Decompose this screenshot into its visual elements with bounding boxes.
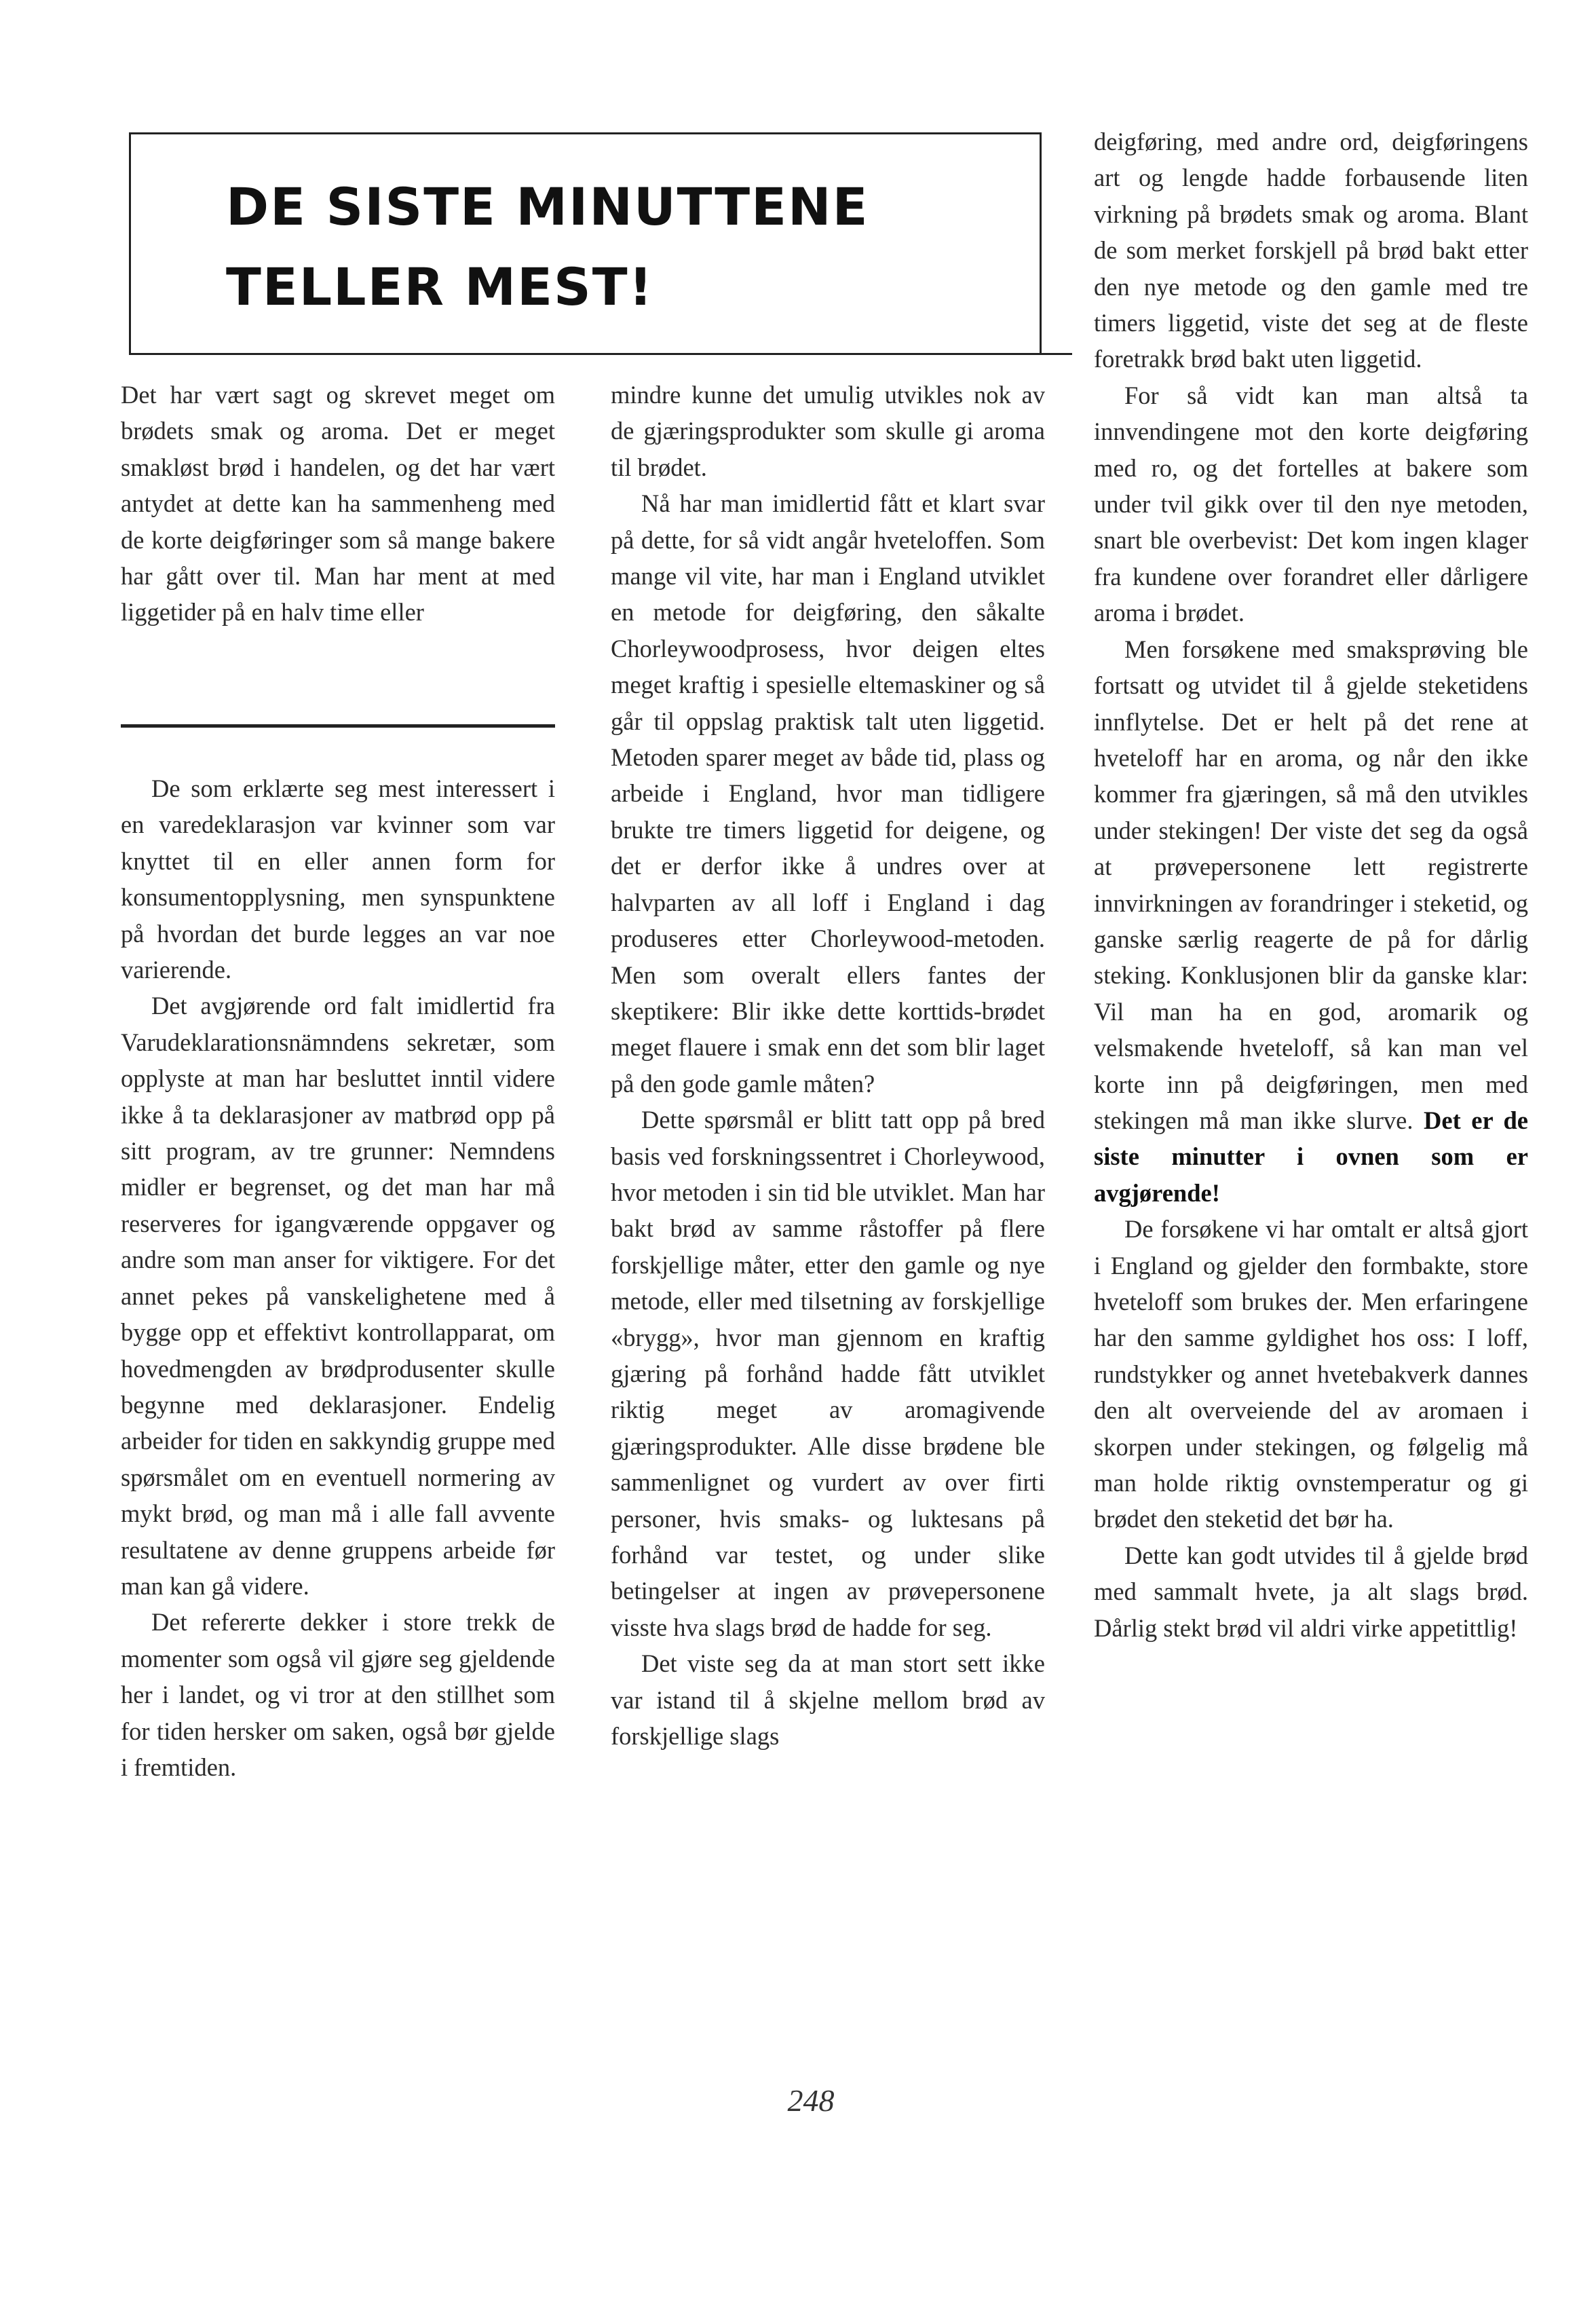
paragraph: Det refererte dekker i store trekk de momenter som også vil gjøre seg gjeldende her i landet, og vi tror at den stillhet som for tiden hersker om saken, også bør gjelde i fremtiden. (121, 1608, 555, 1781)
paragraph: Det har vært sagt og skrevet meget om brødets smak og aroma. Det er meget smakløst brød i handelen, og det har vært antydet at dette kan ha sammenheng med de korte deigføringer som så mange bakere har gått over til. Man har ment at med liggetider på en halv time eller (121, 381, 555, 627)
paragraph: Dette kan godt utvides til å gjelde brød med sammalt hvete, ja alt slags brød. Dårlig stekt brød vil aldri virke appetittlig! (1094, 1541, 1528, 1642)
column-1-bottom (121, 770, 555, 1785)
page-number: 248 (787, 2083, 835, 2118)
paragraph: De forsøkene vi har omtalt er altså gjort i England og gjelder den formbakte, store hveteloff som brukes der. Men erfaringene har den samme gyldighet hos oss: I loff, rundstykker og annet hvetebakverk dannes den alt overveiende del av aromaen i skorpen under stekingen, og følgelig må man holde riktig ovnstemperatur og gi brødet den steketid det bør ha. (1094, 1215, 1528, 1533)
conclusion-bold: Det er de siste minutter i ovnen som er avgjørende! (1094, 1106, 1528, 1207)
column-3 (1094, 124, 1528, 1646)
paragraph (1094, 631, 1528, 1212)
headline-box (129, 132, 1042, 353)
column-2 (611, 377, 1045, 1754)
paragraph: For så vidt kan man altså ta innvendingene mot den korte deigføring med ro, og det fortelles at bakere som under tvil gikk over til den nye metoden, snart ble overbevist: Det kom ingen klager fra kundene over forandret eller dårligere aroma i brødet. (1094, 381, 1528, 627)
paragraph: Det avgjørende ord falt imidlertid fra Varudeklarationsnämndens sekretær, som opplyste at man har besluttet inntil videre ikke å ta deklarasjoner av matbrød opp på sitt program, av tre grunner: Nemndens midler er begrenset, og det man har må reserveres for igangværende oppgaver og andre som man anser for viktigere. For det annet pekes på vanskelighetene med å bygge opp et effektivt kontrollapparat, om hovedmengden av brødprodusenter skulle begynne med deklarasjoner. Endelig arbeider for tiden en sakkyndig gruppe med spørsmålet om en eventuell normering av mykt brød, og man må i alle fall avvente resultatene av denne gruppens arbeide før man kan gå videre. (121, 992, 555, 1600)
paragraph: Dette spørsmål er blitt tatt opp på bred basis ved forskningssentret i Chorleywood, hvor metoden i sin tid ble utviklet. Man har bakt brød av samme råstoffer på flere forskjellige måter, etter den gamle og nye metode, eller med tilsetning av forskjellige «brygg», hvor man gjennom en kraftig gjæring på forhånd hadde fått utviklet riktig meget av aromagivende gjæringsprodukter. Alle disse brødene ble sammenlignet og vurdert av over firti personer, hvis smaks- og luktesans på forhånd var testet, og under slike betingelser at ingen av prøvepersonene visste hva slags brød de hadde for seg. (611, 1106, 1045, 1641)
headline-line-1: DE SISTE MINUTTENE (226, 176, 869, 237)
headline-rule (129, 353, 1072, 355)
paragraph: De som erklærte seg mest interessert i en varedeklarasjon var kvinner som var knyttet til en eller annen form for konsumentopplysning, men synspunktene på hvordan det burde legges an var noe varierende. (121, 774, 555, 984)
section-divider (121, 724, 555, 728)
paragraph: Det viste seg da at man stort sett ikke var istand til å skjelne mellom brød av forskjellige slags (611, 1649, 1045, 1751)
paragraph: Nå har man imidlertid fått et klart svar på dette, for så vidt angår hveteloffen. Som mange vil vite, har man i England utviklet en metode for deigføring, den såkalte Chorleywoodprosess, hvor deigen eltes meget kraftig i spesielle eltemaskiner og så går til oppslag praktisk talt uten liggetid. Metoden sparer meget av både tid, plass og arbeide i England, hvor man tidligere brukte tre timers liggetid for deigene, og det er derfor ikke å undres over at halvparten av all loff i England i dag produseres etter Chorleywood-metoden. Men som overalt ellers fantes der skeptikere: Blir ikke dette korttids-brødet meget flauere i smak enn det som blir laget på den gode gamle måten? (611, 489, 1045, 1098)
paragraph-text: Men forsøkene med smaksprøving ble fortsatt og utvidet til å gjelde steketidens innflytelse. Det er helt på det rene at hveteloff har en aroma, og når den ikke kommer fra gjæringen, så må den utvikles under stekingen! Der viste det seg da også at prøvepersonene lett registrerte innvirkningen av forandringer i steketid, og ganske særlig reagerte de på for dårlig steking. Konklusjonen blir da ganske klar: Vil man ha en god, aromarik og velsmakende hveteloff, så kan man vel korte inn på deigføringen, men med stekingen må man ikke slurve. (1094, 635, 1528, 1134)
headline-line-2: TELLER MEST! (226, 257, 654, 317)
headline (226, 167, 869, 327)
paragraph: mindre kunne det umulig utvikles nok av de gjæringsprodukter som skulle gi aroma til brødet. (611, 381, 1045, 481)
paragraph: deigføring, med andre ord, deigføringens art og lengde hadde forbausende liten virkning på brødets smak og aroma. Blant de som merket forskjell på brød bakt etter den nye metode og den gamle med tre timers liggetid, viste det seg at de fleste foretrakk brød bakt uten liggetid. (1094, 128, 1528, 373)
column-1-top (121, 377, 555, 631)
